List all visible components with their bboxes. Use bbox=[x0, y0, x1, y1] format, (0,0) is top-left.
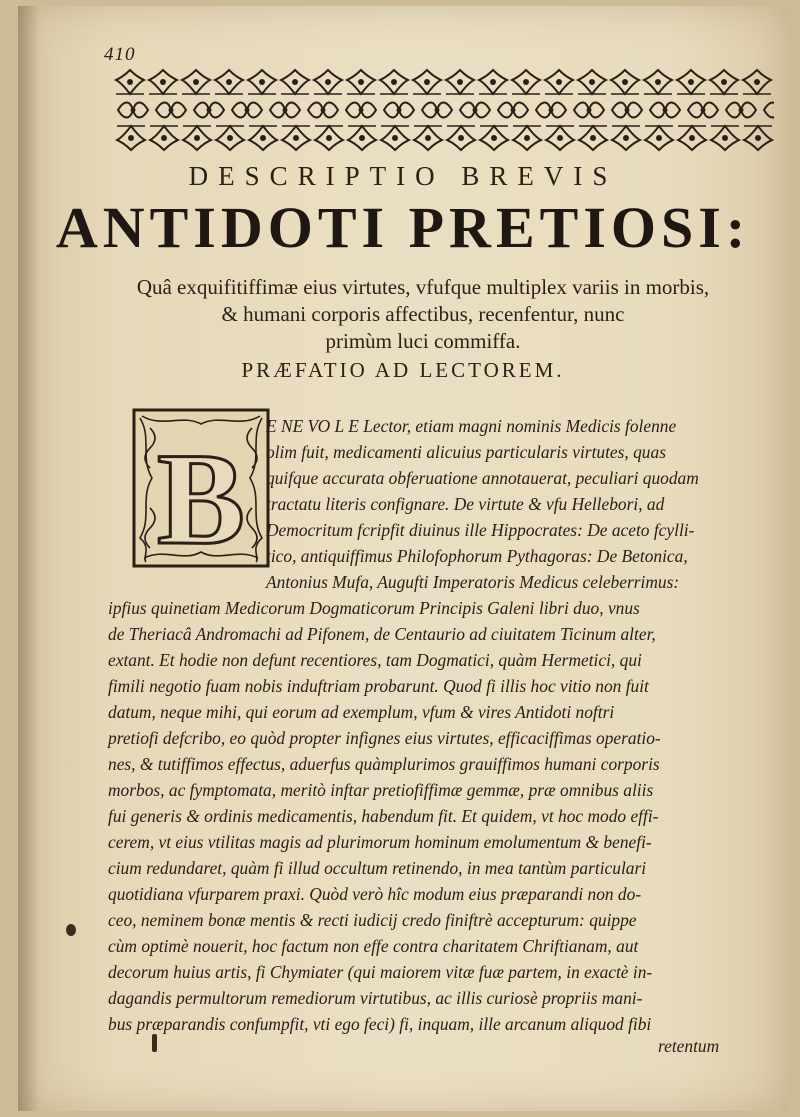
subtitle-line: primùm luci commiffa. bbox=[325, 329, 521, 353]
subtitle-line: & humani corporis affectibus, recenfentur, nunc bbox=[221, 302, 625, 326]
body-line: extant. Et hodie non defunt recentiores, tam Dogmatici, quàm Hermetici, qui bbox=[108, 650, 642, 670]
book-page bbox=[18, 6, 788, 1111]
body-line: de Theriacâ Andromachi ad Pifonem, de Centaurio ad ciuitatem Ticinum alter, bbox=[108, 624, 656, 644]
catchword: retentum bbox=[658, 1036, 720, 1056]
main-title: ANTIDOTI PRETIOSI: bbox=[55, 195, 751, 260]
body-line: datum, neque mihi, qui eorum ad exemplum, vfum & vires Antidoti noftri bbox=[108, 702, 615, 722]
body-line: pretiofi defcribo, eo quòd propter infignes eius virtutes, efficaciffimas operatio- bbox=[108, 728, 661, 748]
body-line: cium redundaret, quàm fi illud occultum retinendo, in mea tantùm particulari bbox=[108, 858, 647, 878]
body-line: cùm optimè nouerit, hoc factum non effe contra charitatem Chriftianam, aut bbox=[108, 936, 639, 956]
ink-spot bbox=[66, 924, 76, 936]
heading: DESCRIPTIO BREVIS bbox=[188, 161, 618, 191]
subtitle bbox=[98, 274, 748, 355]
initial-letter: B bbox=[156, 425, 246, 568]
preface-heading: PRÆFATIO AD LECTOREM. bbox=[241, 358, 565, 382]
body-line: tractatu literis confignare. De virtute & vfu Hellebori, ad bbox=[266, 494, 665, 514]
body-line: fimili negotio fuam nobis induftriam probarunt. Quod fi illis hoc vitio non fuit bbox=[108, 676, 649, 696]
body-line: cerem, vt eius vtilitas magis ad plurimorum hominum emolumentum & benefi- bbox=[108, 832, 652, 852]
decorated-initial-b bbox=[132, 408, 270, 568]
body-line: nes, & tutiffimos effectus, aduerfus quàmplurimos grauiffimos humani corporis bbox=[108, 754, 660, 774]
body-line: Democritum fcripfit diuinus ille Hippocrates: De aceto fcylli- bbox=[266, 520, 695, 540]
body-line: dagandis permultorum remediorum virtutibus, ac illis curiosè propriis mani- bbox=[108, 988, 643, 1008]
body-line: quifque accurata obferuatione annotauerat, peculiari quodam bbox=[266, 468, 699, 488]
body-line: fui generis & ordinis medicamentis, habendum fit. Et quidem, vt hoc modo effi- bbox=[108, 806, 659, 826]
body-line: quotidiana vfurparem praxi. Quòd verò hîc modum eius præparandi non do- bbox=[108, 884, 642, 904]
body-line: olim fuit, medicamenti alicuius particularis virtutes, quas bbox=[266, 442, 666, 462]
body-line: decorum huius artis, fi Chymiater (qui maiorem vitæ fuæ partem, in exactè in- bbox=[108, 962, 653, 982]
body-line: Antonius Mufa, Augufti Imperatoris Medicus celeberrimus: bbox=[266, 572, 680, 592]
body-line: bus præparandis confumpfit, vti ego feci) fi, inquam, ille arcanum aliquod fibi bbox=[108, 1014, 652, 1034]
subtitle-line: Quâ exquifitiffimæ eius virtutes, vfufque multiplex variis in morbis, bbox=[136, 275, 710, 299]
body-line: tico, antiquiffimus Philofophorum Pythagoras: De Betonica, bbox=[266, 546, 688, 566]
body-line: ipfius quinetiam Medicorum Dogmaticorum Principis Galeni libri duo, vnus bbox=[108, 598, 640, 618]
decorative-header-ornament bbox=[114, 68, 774, 152]
page-number: 410 bbox=[104, 44, 136, 65]
ink-spot bbox=[152, 1034, 157, 1052]
body-line: ceo, neminem bonæ mentis & recti iudicij credo finiftrè accepturum: quippe bbox=[108, 910, 637, 930]
body-line: E NE VO L E Lector, etiam magni nominis Medicis folenne bbox=[266, 416, 677, 436]
body-line: morbos, ac fymptomata, meritò inftar pretiofiffimæ gemmæ, præ omnibus aliis bbox=[108, 780, 654, 800]
